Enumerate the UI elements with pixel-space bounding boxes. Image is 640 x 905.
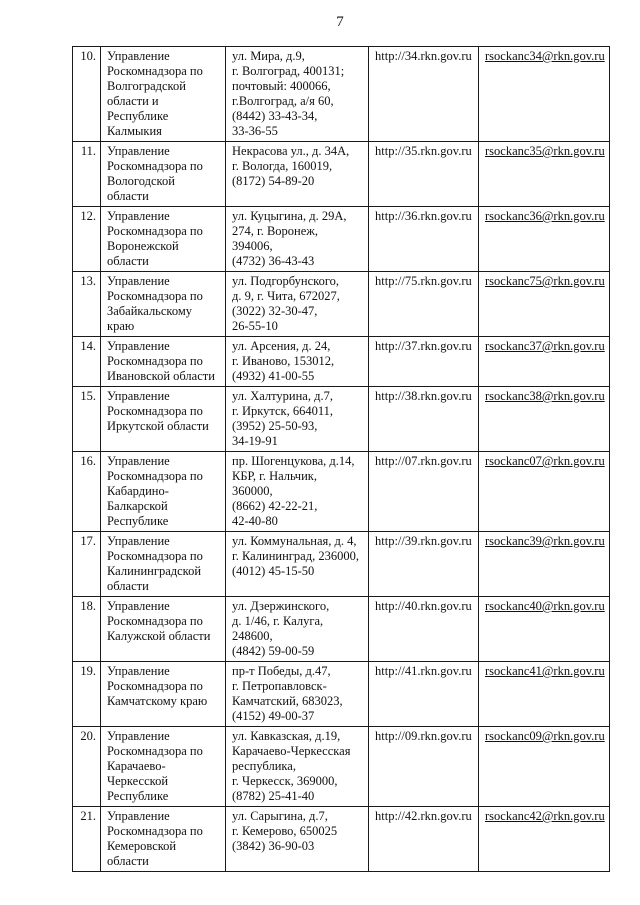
office-address: ул. Кавказская, д.19, Карачаево-Черкесская республика, г. Черкесск, 369000, (8782) 25-41-40 <box>226 727 369 807</box>
office-website[interactable]: http://37.rkn.gov.ru <box>369 337 479 387</box>
office-email[interactable]: rsockanc41@rkn.gov.ru <box>479 662 610 727</box>
table-row <box>73 662 610 727</box>
office-address: ул. Коммунальная, д. 4, г. Калининград, 236000, (4012) 45-15-50 <box>226 532 369 597</box>
office-website[interactable]: http://42.rkn.gov.ru <box>369 807 479 872</box>
office-name: Управление Роскомнадзора по Иркутской области <box>101 387 226 452</box>
office-address: пр-т Победы, д.47, г. Петропавловск- Камчатский, 683023, (4152) 49-00-37 <box>226 662 369 727</box>
office-address: ул. Халтурина, д.7, г. Иркутск, 664011, (3952) 25-50-93, 34-19-91 <box>226 387 369 452</box>
office-name: Управление Роскомнадзора по Кемеровской области <box>101 807 226 872</box>
office-address: ул. Дзержинского, д. 1/46, г. Калуга, 248600, (4842) 59-00-59 <box>226 597 369 662</box>
office-website[interactable]: http://75.rkn.gov.ru <box>369 272 479 337</box>
office-website[interactable]: http://07.rkn.gov.ru <box>369 452 479 532</box>
office-website[interactable]: http://41.rkn.gov.ru <box>369 662 479 727</box>
row-number: 15. <box>73 387 101 452</box>
table-row <box>73 47 610 142</box>
table-row <box>73 597 610 662</box>
office-name: Управление Роскомнадзора по Калужской области <box>101 597 226 662</box>
office-address: ул. Подгорбунского, д. 9, г. Чита, 672027, (3022) 32-30-47, 26-55-10 <box>226 272 369 337</box>
office-address: пр. Шогенцукова, д.14, КБР, г. Нальчик, 360000, (8662) 42-22-21, 42-40-80 <box>226 452 369 532</box>
office-name: Управление Роскомнадзора по Карачаево- Черкесской Республике <box>101 727 226 807</box>
office-name: Управление Роскомнадзора по Кабардино- Балкарской Республике <box>101 452 226 532</box>
office-address: ул. Мира, д.9, г. Волгоград, 400131; почтовый: 400066, г.Волгоград, а/я 60, (8442) 33-43-34, 33-36-55 <box>226 47 369 142</box>
table-row <box>73 387 610 452</box>
office-address: ул. Сарыгина, д.7, г. Кемерово, 650025 (3842) 36-90-03 <box>226 807 369 872</box>
office-address: Некрасова ул., д. 34А, г. Вологда, 160019, (8172) 54-89-20 <box>226 142 369 207</box>
office-email[interactable]: rsockanc35@rkn.gov.ru <box>479 142 610 207</box>
office-email[interactable]: rsockanc36@rkn.gov.ru <box>479 207 610 272</box>
row-number: 10. <box>73 47 101 142</box>
office-email[interactable]: rsockanc75@rkn.gov.ru <box>479 272 610 337</box>
row-number: 20. <box>73 727 101 807</box>
row-number: 19. <box>73 662 101 727</box>
office-email[interactable]: rsockanc40@rkn.gov.ru <box>479 597 610 662</box>
table-row <box>73 337 610 387</box>
office-address: ул. Арсения, д. 24, г. Иваново, 153012, (4932) 41-00-55 <box>226 337 369 387</box>
row-number: 17. <box>73 532 101 597</box>
office-email[interactable]: rsockanc39@rkn.gov.ru <box>479 532 610 597</box>
office-name: Управление Роскомнадзора по Забайкальскому краю <box>101 272 226 337</box>
office-website[interactable]: http://34.rkn.gov.ru <box>369 47 479 142</box>
row-number: 16. <box>73 452 101 532</box>
table-row <box>73 452 610 532</box>
table-row <box>73 727 610 807</box>
office-name: Управление Роскомнадзора по Ивановской области <box>101 337 226 387</box>
table-row <box>73 532 610 597</box>
table-row <box>73 272 610 337</box>
office-email[interactable]: rsockanc09@rkn.gov.ru <box>479 727 610 807</box>
row-number: 14. <box>73 337 101 387</box>
office-email[interactable]: rsockanc07@rkn.gov.ru <box>479 452 610 532</box>
offices-table <box>72 46 610 872</box>
row-number: 18. <box>73 597 101 662</box>
office-website[interactable]: http://36.rkn.gov.ru <box>369 207 479 272</box>
office-email[interactable]: rsockanc37@rkn.gov.ru <box>479 337 610 387</box>
office-website[interactable]: http://09.rkn.gov.ru <box>369 727 479 807</box>
office-name: Управление Роскомнадзора по Воронежской области <box>101 207 226 272</box>
office-name: Управление Роскомнадзора по Камчатскому краю <box>101 662 226 727</box>
table-row <box>73 207 610 272</box>
table-row <box>73 807 610 872</box>
office-name: Управление Роскомнадзора по Вологодской области <box>101 142 226 207</box>
office-website[interactable]: http://38.rkn.gov.ru <box>369 387 479 452</box>
table-row <box>73 142 610 207</box>
row-number: 21. <box>73 807 101 872</box>
row-number: 13. <box>73 272 101 337</box>
row-number: 11. <box>73 142 101 207</box>
office-email[interactable]: rsockanc34@rkn.gov.ru <box>479 47 610 142</box>
office-address: ул. Куцыгина, д. 29А, 274, г. Воронеж, 394006, (4732) 36-43-43 <box>226 207 369 272</box>
page-number: 7 <box>336 14 344 30</box>
office-name: Управление Роскомнадзора по Калининградской области <box>101 532 226 597</box>
row-number: 12. <box>73 207 101 272</box>
office-website[interactable]: http://35.rkn.gov.ru <box>369 142 479 207</box>
office-website[interactable]: http://40.rkn.gov.ru <box>369 597 479 662</box>
office-email[interactable]: rsockanc42@rkn.gov.ru <box>479 807 610 872</box>
office-website[interactable]: http://39.rkn.gov.ru <box>369 532 479 597</box>
office-email[interactable]: rsockanc38@rkn.gov.ru <box>479 387 610 452</box>
office-name: Управление Роскомнадзора по Волгоградской области и Республике Калмыкия <box>101 47 226 142</box>
